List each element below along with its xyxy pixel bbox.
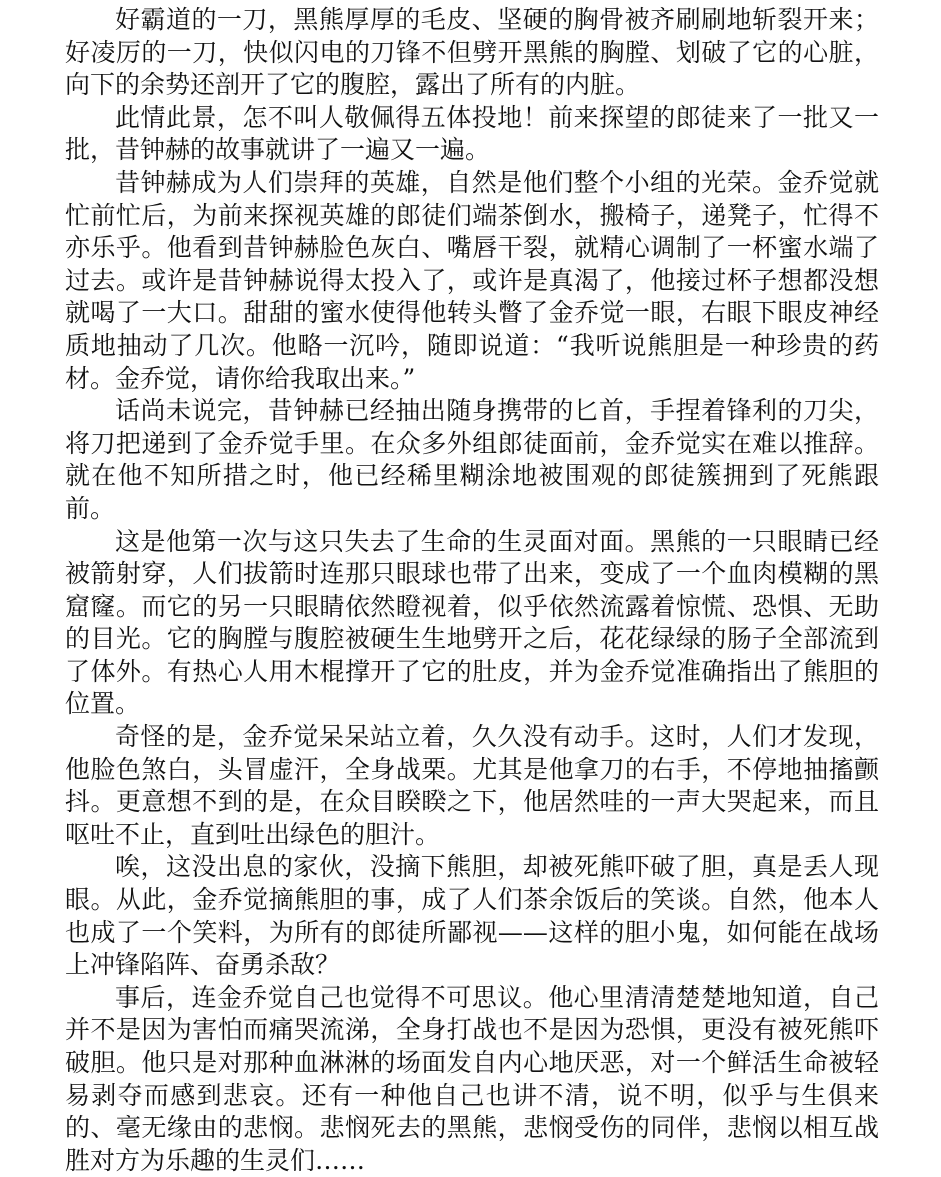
paragraph-5: 这是他第一次与这只失去了生命的生灵面对面。黑熊的一只眼睛已经被箭射穿，人们拔箭时连那只眼球也带了出来，变成了一个血肉模糊的黑窟窿。而它的另一只眼睛依然瞪视着，似乎依然流露着惊慌、恐惧、无助的目光。它的胸膛与腹腔被硬生生地劈开之后，花花绿绿的肠子全部流到了体外。有热心人用木棍撑开了它的肚皮，并为金乔觉准确指出了熊胆的位置。 — [65, 526, 879, 719]
paragraph-6: 奇怪的是，金乔觉呆呆站立着，久久没有动手。这时，人们才发现，他脸色煞白，头冒虚汗，全身战栗。尤其是他拿刀的右手，不停地抽搐颤抖。更意想不到的是，在众目睽睽之下，他居然哇的一声大哭起来，而且呕吐不止，直到吐出绿色的胆汁。 — [65, 722, 879, 849]
paragraph-7: 唉，这没出息的家伙，没摘下熊胆，却被死熊吓破了胆，真是丢人现眼。从此，金乔觉摘熊胆的事，成了人们茶余饭后的笑谈。自然，他本人也成了一个笑料，为所有的郎徒所鄙视——这样的胆小鬼，如何能在战场上冲锋陷阵、奋勇杀敌？ — [65, 852, 879, 980]
paragraph-8: 事后，连金乔觉自己也觉得不可思议。他心里清清楚楚地知道，自己并不是因为害怕而痛哭流涕，全身打战也不是因为恐惧，更没有被死熊吓破胆。他只是对那种血淋淋的场面发自内心地厌恶，对一个鲜活生命被轻易剥夺而感到悲哀。还有一种他自己也讲不清，说不明，似乎与生俱来的、毫无缘由的悲悯。悲悯死去的黑熊，悲悯受伤的同伴，悲悯以相互战胜对方为乐趣的生灵们…… — [65, 982, 879, 1175]
paragraph-2: 此情此景，怎不叫人敬佩得五体投地！前来探望的郎徒来了一批又一批，昔钟赫的故事就讲了一遍又一遍。 — [65, 102, 879, 165]
paragraph-3: 昔钟赫成为人们崇拜的英雄，自然是他们整个小组的光荣。金乔觉就忙前忙后，为前来探视英雄的郎徒们端茶倒水，搬椅子，递凳子，忙得不亦乐乎。他看到昔钟赫脸色灰白、嘴唇干裂，就精心调制了一杯蜜水端了过去。或许是昔钟赫说得太投入了，或许是真渴了，他接过杯子想都没想就喝了一大口。甜甜的蜜水使得他转头瞥了金乔觉一眼，右眼下眼皮神经质地抽动了几次。他略一沉吟，随即说道：“我听说熊胆是一种珍贵的药材。金乔觉，请你给我取出来。” — [65, 167, 879, 393]
paragraph-4: 话尚未说完，昔钟赫已经抽出随身携带的匕首，手捏着锋利的刀尖，将刀把递到了金乔觉手里。在众多外组郎徒面前，金乔觉实在难以推辞。就在他不知所措之时，他已经稀里糊涂地被围观的郎徒簇拥到了死熊跟前。 — [65, 396, 879, 523]
paragraph-1: 好霸道的一刀，黑熊厚厚的毛皮、坚硬的胸骨被齐刷刷地斩裂开来；好凌厉的一刀，快似闪电的刀锋不但劈开黑熊的胸膛、划破了它的心脏，向下的余势还剖开了它的腹腔，露出了所有的内脏。 — [65, 5, 879, 100]
